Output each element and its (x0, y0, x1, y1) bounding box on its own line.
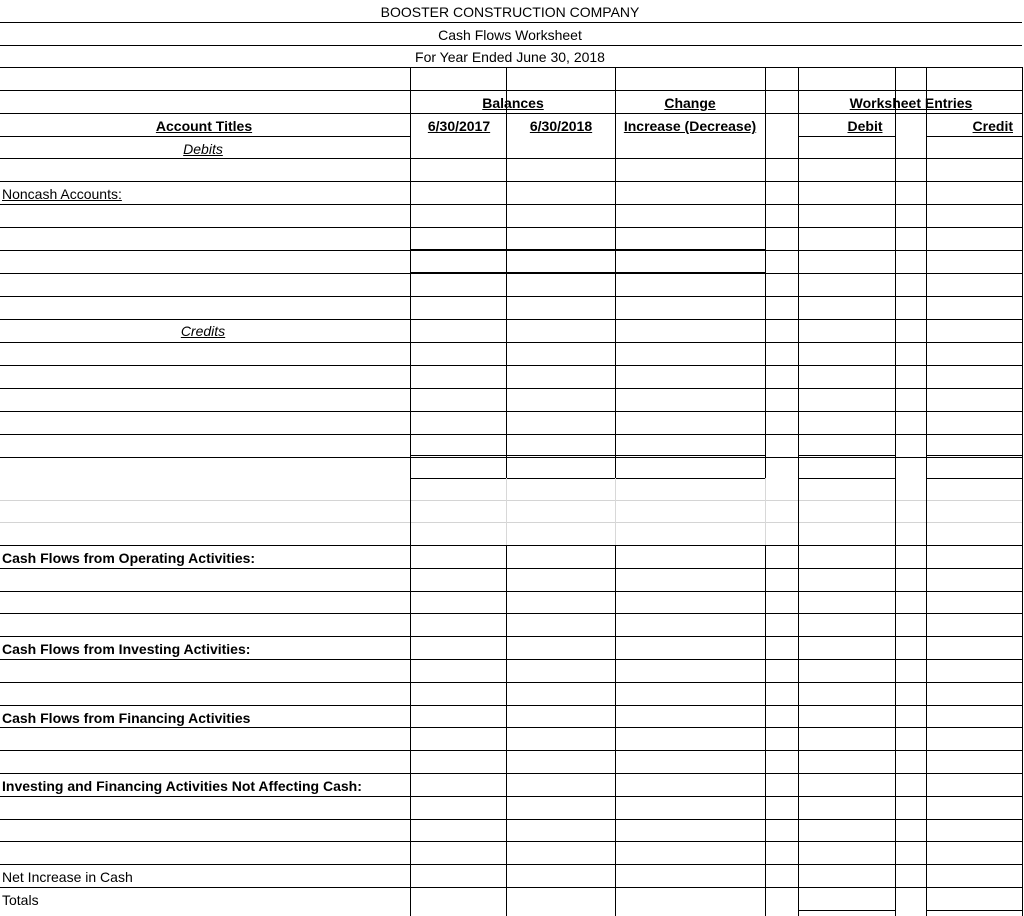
totals-label: Totals (2, 892, 39, 908)
grid-line (798, 136, 895, 137)
change-header: Change (664, 95, 716, 111)
grid-line (0, 319, 1022, 320)
grid-line (0, 750, 1022, 751)
grid-line (0, 819, 1022, 820)
grid-line (0, 796, 1022, 797)
grid-line (0, 613, 1022, 614)
grid-line (0, 773, 1022, 774)
grid-line (926, 136, 1022, 137)
grid-line (410, 249, 765, 250)
investing-activities-label: Cash Flows from Investing Activities: (2, 641, 251, 657)
grid-line (0, 227, 1022, 228)
grid-line (765, 478, 766, 545)
grid-line (0, 841, 1022, 842)
grid-line (0, 500, 1022, 501)
grid-line (798, 67, 799, 916)
worksheet-title: Cash Flows Worksheet (438, 27, 582, 43)
balance-2017-header: 6/30/2017 (427, 118, 491, 134)
grid-line (926, 478, 1022, 479)
grid-line (926, 67, 927, 916)
grid-line (410, 67, 411, 916)
grid-line (410, 455, 765, 456)
grid-line (0, 591, 1022, 592)
grid-line (506, 478, 507, 545)
worksheet-period: For Year Ended June 30, 2018 (415, 49, 605, 65)
company-name: BOOSTER CONSTRUCTION COMPANY (380, 4, 640, 20)
change-subheader: Increase (Decrease) (623, 118, 757, 134)
noncash-accounts-label: Noncash Accounts: (2, 186, 122, 202)
grid-line (0, 22, 1022, 23)
grid-line (798, 455, 895, 456)
grid-line (0, 250, 1022, 251)
worksheet-entries-header: Worksheet Entries (849, 95, 973, 111)
grid-line (926, 455, 1022, 456)
grid-line (798, 864, 895, 865)
grid-line (0, 705, 1022, 706)
debit-header: Debit (847, 118, 883, 134)
grid-line (926, 887, 1022, 888)
grid-line (0, 659, 1022, 660)
grid-line (0, 636, 1022, 637)
grid-line (895, 67, 896, 916)
debits-label: Debits (183, 141, 223, 157)
balances-header: Balances (482, 95, 544, 111)
grid-line (0, 342, 1022, 343)
grid-line (798, 910, 895, 911)
grid-line (0, 273, 1022, 274)
grid-line (0, 727, 1022, 728)
grid-line (926, 910, 1022, 911)
grid-line (798, 478, 895, 479)
grid-line (0, 67, 1022, 68)
grid-line (798, 887, 895, 888)
grid-line (0, 113, 1022, 114)
grid-line (0, 682, 1022, 683)
grid-line (0, 568, 1022, 569)
grid-line (0, 158, 1022, 159)
financing-activities-label: Cash Flows from Financing Activities (2, 710, 251, 726)
grid-line (410, 272, 765, 273)
grid-line (0, 434, 1022, 435)
credits-label: Credits (180, 323, 226, 339)
grid-line (926, 864, 1022, 865)
grid-line (0, 204, 1022, 205)
grid-line (0, 365, 1022, 366)
noncash-activities-label: Investing and Financing Activities Not Affecting Cash: (2, 778, 362, 794)
grid-line (0, 545, 1022, 546)
grid-line (0, 296, 1022, 297)
grid-line (0, 457, 1022, 458)
grid-line (1022, 67, 1023, 916)
operating-activities-label: Cash Flows from Operating Activities: (2, 550, 256, 566)
grid-line (410, 478, 765, 479)
credit-header: Credit (972, 118, 1013, 134)
grid-line (0, 181, 1022, 182)
account-titles-header: Account Titles (155, 118, 253, 134)
balance-2018-header: 6/30/2018 (529, 118, 593, 134)
grid-line (0, 388, 1022, 389)
grid-line (0, 90, 1022, 91)
net-increase-label: Net Increase in Cash (2, 869, 133, 885)
grid-line (0, 45, 1022, 46)
grid-line (0, 136, 410, 137)
grid-line (0, 411, 1022, 412)
grid-line (615, 478, 616, 545)
grid-line (0, 522, 1022, 523)
